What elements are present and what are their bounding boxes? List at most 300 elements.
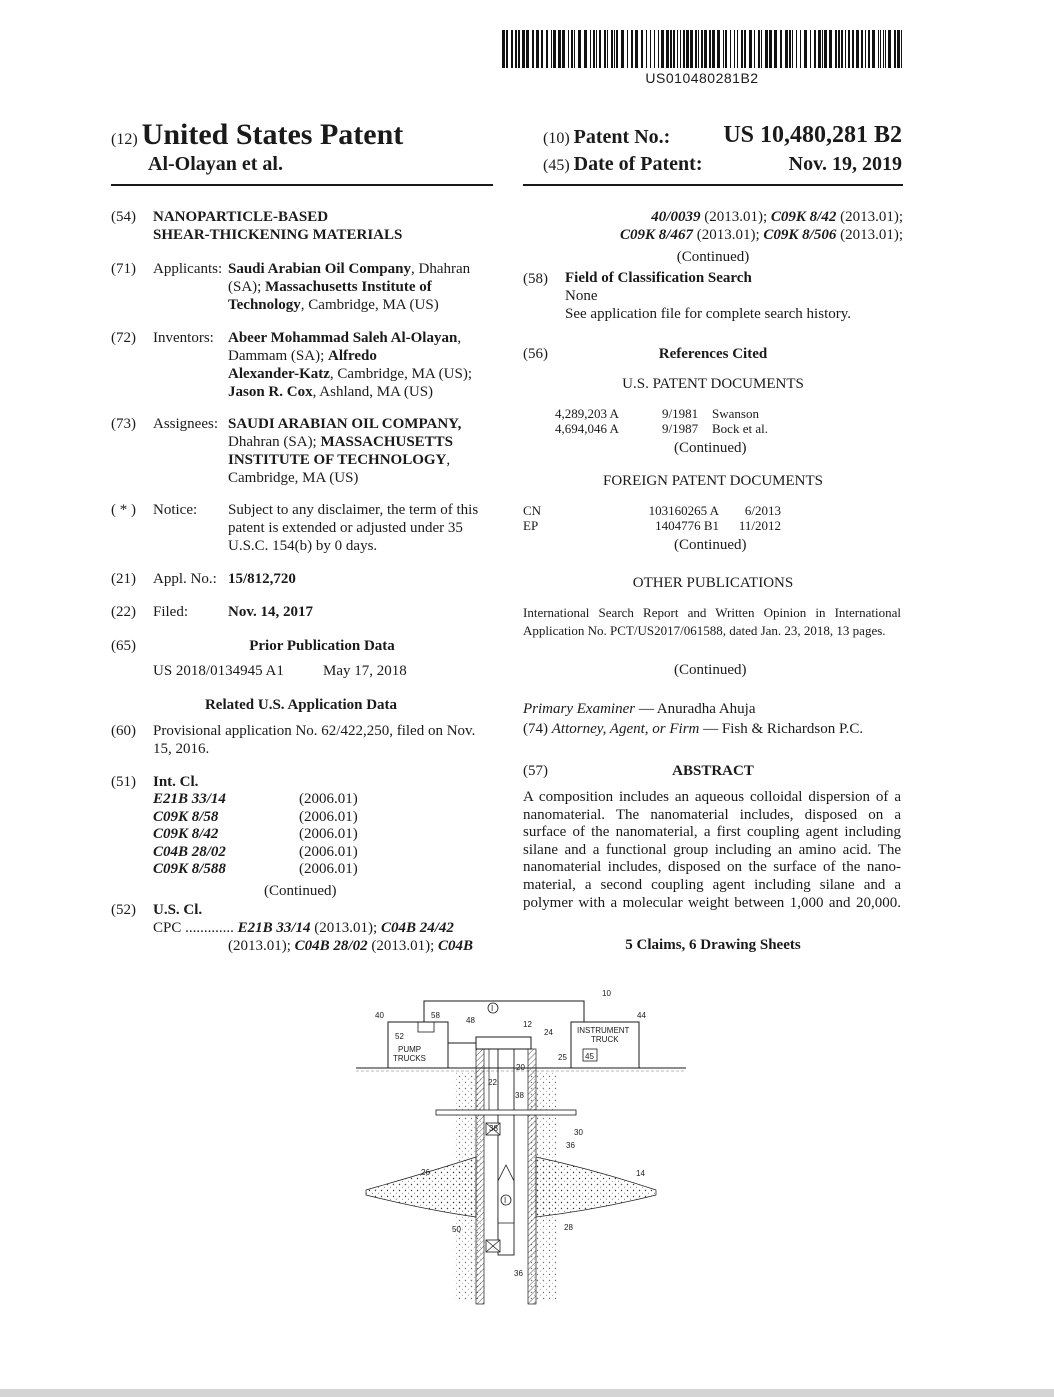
patent-date: Nov. 19, 2019 [788,153,902,175]
patent-date-code: (45) [543,157,570,174]
barcode-bar [596,30,597,68]
pump-label-2: TRUCKS [393,1054,426,1063]
barcode-block [500,30,904,86]
foreign-doc-number: 1404776 B1 [655,518,719,533]
connector-line [424,1001,584,1022]
barcode-bar [796,30,797,68]
assignees-line-3: INSTITUTE OF TECHNOLOGY, [228,452,451,468]
int-cl-row [153,861,358,879]
provisional-line-2: 15, 2016. [153,741,210,757]
barcode-bar [695,30,697,68]
field-21-code: (21) [111,571,136,587]
barcode-bar [604,30,606,68]
field-71-code: (71) [111,261,136,277]
int-cl-version: (2006.01) [299,861,358,877]
barcode-bar [810,30,811,68]
barcode-bar [574,30,575,68]
applicant-1: Saudi Arabian Oil Company [228,261,411,277]
barcode-bar [611,30,613,68]
label-22: 22 [488,1078,497,1087]
barcode-bar [835,30,837,68]
barcode-bar [704,30,707,68]
cpc-code: C04B [438,938,474,954]
barcode-bar [621,30,624,68]
cpc-cont-line-2 [523,226,903,244]
cpc-date: (2013.01); [692,227,764,243]
barcode-bar [814,30,816,68]
barcode-bar [822,30,823,68]
other-pubs-heading: OTHER PUBLICATIONS [632,575,794,591]
barcode-bar [683,30,685,68]
us-docs-continued: (Continued) [674,440,747,456]
instrument-label-1: INSTRUMENT [577,1026,630,1035]
casing-left [476,1049,484,1304]
foreign-doc-number: 103160265 A [648,503,719,518]
barcode-number: US010480281B2 [645,70,759,86]
notice-code: ( * ) [111,502,136,518]
field-73-code: (73) [111,416,136,432]
filed-date: Nov. 14, 2017 [228,604,314,620]
label-28: 28 [564,1223,573,1232]
applicant-1-country: (SA); [228,279,266,295]
barcode-bar [593,30,595,68]
us-doc-row [555,406,768,421]
barcode-bar [785,30,788,68]
barcode-bar [754,30,755,68]
barcode-bar [536,30,539,68]
field-54-code: (54) [111,209,136,225]
label-36-right: 36 [566,1141,575,1150]
barcode-bar [677,30,678,68]
barcode-bar [818,30,821,68]
barcode-bar [518,30,520,68]
field-52-code: (52) [111,902,136,918]
cpc-date: (2013.01); [700,209,771,225]
barcode-bar [701,30,703,68]
barcode-bar [551,30,552,68]
inventor-2-loc: , Cambridge, MA (US); [329,366,472,382]
barcode-bar [511,30,513,68]
applicant-2-part1: Massachusetts Institute of [265,279,432,295]
barcode-bar [829,30,832,68]
cpc-code: C04B 28/02 [294,938,368,954]
other-pubs-continued: (Continued) [674,662,747,678]
int-cl-version: (2006.01) [299,826,358,842]
field-search-none: None [565,288,598,304]
label-38-upper: 38 [515,1091,524,1100]
barcode-bar [848,30,850,68]
label-25: 25 [558,1053,567,1062]
barcode-bar [658,30,659,68]
inventors-line-2 [228,347,377,365]
barcode-bar [670,30,672,68]
inventor-2-part2: Alexander-Katz [228,366,330,382]
cpc-cont-continued: (Continued) [676,249,750,265]
abstract-line: nanomaterial. The nanomaterial includes, disposed on a [523,806,901,823]
header-rule-left [111,184,493,186]
barcode-bar [578,30,581,68]
barcode-bar [861,30,863,68]
barcode-bar [616,30,618,68]
abstract-heading: ABSTRACT [672,763,754,779]
barcode-bar [868,30,870,68]
applicant-1-loc: , Dhahran [410,261,471,277]
us-doc-name: Swanson [712,406,759,421]
int-cl-code: C04B 28/02 [153,843,226,860]
barcode-bar [856,30,859,68]
barcode-bar [888,30,891,68]
barcode-bar [541,30,543,68]
field-56-code: (56) [523,346,548,362]
us-docs-table [555,406,768,436]
assignees-line-4: Cambridge, MA (US) [228,470,359,486]
int-cl-version: (2006.01) [299,791,358,807]
patent-date-line [543,153,902,176]
inventors-line-4 [228,383,433,401]
label-50: 50 [452,1225,461,1234]
barcode-bar [650,30,651,68]
circle-i-label-top: I [491,1004,494,1013]
field-73-label: Assignees: [153,416,218,432]
foreign-doc-country: EP [523,518,539,533]
examiner-name: Anuradha Ahuja [656,701,756,717]
cpc-label: CPC ............. [153,920,234,936]
abstract-body [523,789,901,912]
foreign-doc-date: 6/2013 [744,503,781,518]
barcode-bar [532,30,534,68]
barcode-bar [894,30,896,68]
us-doc-number: 4,289,203 A [555,406,619,421]
foreign-docs-continued: (Continued) [674,537,747,553]
barcode-bar [885,30,886,68]
page-bottom-bar [0,1389,1054,1397]
us-doc-date: 9/1981 [662,406,699,421]
int-cl-version: (2006.01) [299,808,358,825]
abstract-line: A composition includes an aqueous colloidal dispersion of a [523,789,901,805]
abstract-line: surface of the nanomaterial, a first coupling agent including [523,824,901,841]
assignee-2-part2: INSTITUTE OF TECHNOLOGY [228,452,447,468]
plate-upper [436,1110,576,1115]
label-14: 14 [636,1169,645,1178]
cpc-code: C04B 24/42 [380,920,454,936]
barcode-bar [614,30,615,68]
barcode-bar [852,30,854,68]
label-38-lower: 38 [489,1124,498,1133]
int-cl-label: Int. Cl. [153,774,199,790]
barcode-bar [515,30,517,68]
barcode-bar [741,30,743,68]
patent-number-line [543,122,902,149]
barcode-bar [631,30,633,68]
barcode-bar [792,30,793,68]
patent-number-code: (10) [543,130,570,147]
foreign-doc-row [523,503,781,518]
cpc-line-2 [228,937,473,955]
barcode-bar [627,30,628,68]
label-48: 48 [466,1016,475,1025]
us-doc-name: Bock et al. [712,421,768,436]
cpc-date: (2013.01); [836,227,903,243]
cpc-code: C09K 8/506 [763,227,837,243]
pump-unit [418,1022,434,1032]
cpc-date: (2013.01); [836,209,903,225]
field-74-code: (74) [523,721,548,737]
appl-no-label: Appl. No.: [153,571,217,587]
field-72-label: Inventors: [153,330,214,346]
other-pub-entry: International Search Report and Written Opinion in International Application No. PCT/US2017/061588, dated Jan. 23, 2018, 13 pages. [523,605,901,638]
barcode-bar [680,30,681,68]
int-cl-row [153,791,358,809]
field-60-code: (60) [111,723,136,739]
barcode-bar [502,30,505,68]
field-71-label: Applicants: [153,261,223,277]
barcode-bar [641,30,643,68]
abstract-line: nanomaterial includes, disposed on the surface of the nano- [523,859,901,876]
field-57-code: (57) [523,763,548,779]
title-line-1: NANOPARTICLE-BASED [153,209,329,225]
header-rule-right [523,184,903,186]
barcode-bar [571,30,573,68]
barcode-bar [546,30,548,68]
label-12: 12 [523,1020,532,1029]
foreign-doc-country: CN [523,503,542,518]
foreign-docs-table [523,503,781,533]
barcode-bar [526,30,529,68]
us-doc-number: 4,694,046 A [555,421,619,436]
provisional-line-1: Provisional application No. 62/422,250, filed on Nov. [153,723,476,739]
attorney-name: Fish & Richardson P.C. [721,721,864,737]
barcode-bar [734,30,735,68]
examiner-dash: — [635,701,657,717]
int-cl-continued: (Continued) [264,883,337,899]
abstract-line: material, a second coupling agent including silane and a [523,876,901,893]
int-cl-table [153,791,358,879]
barcode-bar [761,30,762,68]
barcode-bar [897,30,900,68]
circle-i-label-bottom: I [504,1196,507,1205]
tubing [498,1049,514,1255]
assignee-1-loc: Dhahran (SA); [228,434,321,450]
barcode-bar [690,30,693,68]
inventor-short: Al-Olayan et al. [148,153,283,175]
assignees-line-1: SAUDI ARABIAN OIL COMPANY, [228,416,462,432]
barcode-bar [723,30,724,68]
barcode-bar [883,30,884,68]
barcode-bar [522,30,525,68]
doc-type-line [111,118,403,152]
prior-publication-heading: Prior Publication Data [249,638,395,654]
barcode-bar [717,30,720,68]
barcode-bar [774,30,777,68]
label-52: 52 [395,1032,404,1041]
inventor-3: Jason R. Cox [228,384,313,400]
assignee-2-part1: MASSACHUSETTS [320,434,454,450]
applicant-2-part2: Technology [228,297,301,313]
notice-line-1: Subject to any disclaimer, the term of this [228,502,479,518]
instrument-label-2: TRUCK [591,1035,619,1044]
field-22-code: (22) [111,604,136,620]
barcode-bar [725,30,727,68]
cpc-cont-line-1 [523,208,903,226]
field-65-code: (65) [111,638,136,654]
barcode-bar [765,30,768,68]
label-24: 24 [544,1028,553,1037]
barcode-bar [590,30,591,68]
barcode-bar [880,30,881,68]
cpc-code: E21B 33/14 [237,920,311,936]
patent-date-label: Date of Patent: [573,153,703,175]
appl-no: 15/812,720 [228,571,296,587]
abstract-line: polymer with a molecular weight between 1,000 and 20,000. [523,894,901,911]
int-cl-code: C09K 8/58 [153,808,219,825]
foreign-doc-date: 11/2012 [738,518,781,533]
barcode-bar [800,30,801,68]
attorney-dash: — [699,721,722,737]
inventor-1-loc: Dammam (SA); [228,348,328,364]
applicants-line-1 [228,260,470,278]
barcode-bar [901,30,902,68]
inventor-3-loc: , Ashland, MA (US) [312,384,434,400]
field-58-code: (58) [523,271,548,287]
barcode-bar [730,30,731,68]
cpc-code: C09K 8/42 [770,209,837,225]
examiner-label: Primary Examiner [523,701,636,717]
barcode-bar [666,30,669,68]
int-cl-row [153,844,358,862]
barcode-bar [607,30,608,68]
int-cl-version: (2006.01) [299,843,358,860]
barcode-bar [737,30,738,68]
barcode-bar [646,30,647,68]
barcode-bar [698,30,699,68]
int-cl-code: C09K 8/588 [153,861,226,877]
field-search-heading: Field of Classification Search [565,270,752,286]
filed-label: Filed: [153,604,189,620]
assignees-line-2 [228,433,453,451]
barcode-bar [769,30,772,68]
barcode-bar [635,30,638,68]
int-cl-code: E21B 33/14 [153,791,226,807]
barcode-bar [744,30,746,68]
inventors-line-3 [228,365,472,383]
attorney-line [523,720,863,738]
barcode-bar [865,30,866,68]
applicant-2-loc: , Cambridge, MA (US) [300,297,439,313]
references-heading: References Cited [658,346,768,362]
notice-line-2: patent is extended or adjusted under 35 [228,520,463,536]
foreign-docs-heading: FOREIGN PATENT DOCUMENTS [602,473,824,489]
barcode-bar [749,30,752,68]
label-10: 10 [602,989,611,998]
patent-number: US 10,480,281 B2 [723,122,902,148]
barcode-bar [758,30,760,68]
barcode-bar [568,30,569,68]
casing-right [528,1049,536,1304]
barcode-bar [712,30,715,68]
wellhead [476,1037,531,1049]
cpc-code: C09K 8/467 [620,227,693,243]
abstract-line: silane and a functional group including an amino acid. The [523,841,901,858]
barcode-bar [553,30,556,68]
barcode-bar [661,30,664,68]
examiner-line [523,700,755,718]
applicants-line-2 [228,278,432,296]
cpc-line-1 [153,919,454,937]
barcode-bar [789,30,791,68]
prior-publication-date: May 17, 2018 [323,663,407,679]
cpc-date: (2013.01); [310,920,381,936]
inventors-line-1: Abeer Mohammad Saleh Al-Olayan, [228,330,462,346]
cpc-date: (2013.01); [367,938,439,954]
us-cl-label: U.S. Cl. [153,902,203,918]
label-20: 20 [516,1063,525,1072]
notice-line-3: U.S.C. 154(b) by 0 days. [228,538,378,554]
well-drawing [326,985,696,1305]
barcode-bar [709,30,711,68]
label-40: 40 [375,1011,384,1020]
us-doc-row [555,421,768,436]
related-data-heading: Related U.S. Application Data [204,697,398,713]
label-36-bottom: 36 [514,1269,523,1278]
notice-label: Notice: [153,502,198,518]
label-58: 58 [431,1011,440,1020]
barcode-bar [838,30,840,68]
barcode-bar [878,30,879,68]
cpc-date: (2013.01); [228,938,295,954]
barcode-bar [599,30,601,68]
title-line-2: SHEAR-THICKENING MATERIALS [153,227,403,243]
label-44: 44 [637,1011,646,1020]
applicants-line-3 [228,296,439,314]
label-30: 30 [574,1128,583,1137]
barcode-bar [841,30,843,68]
prior-publication-number: US 2018/0134945 A1 [153,663,284,679]
doc-type: United States Patent [141,118,404,151]
int-cl-row [153,809,358,827]
inventor-1: Abeer Mohammad Saleh Al-Olayan [228,330,458,346]
barcode-bar [584,30,587,68]
field-72-code: (72) [111,330,136,346]
pump-label-1: PUMP [398,1045,422,1054]
barcode-bar [804,30,807,68]
barcode-bar [824,30,827,68]
field-51-code: (51) [111,774,136,790]
barcode-bar [845,30,846,68]
patent-number-label: Patent No.: [573,126,671,148]
inventor-2-part1: Alfredo [327,348,377,364]
barcode-bar [562,30,565,68]
barcode-bar [780,30,782,68]
downhole-tool [498,1165,514,1223]
barcode-bar [558,30,561,68]
barcode-bar [506,30,508,68]
us-docs-heading: U.S. PATENT DOCUMENTS [622,376,804,392]
int-cl-row [153,826,358,844]
label-26: 26 [421,1168,430,1177]
cpc-code: 40/0039 [651,209,701,225]
barcode-bar [872,30,875,68]
attorney-label: Attorney, Agent, or Firm [551,721,700,737]
doc-type-code: (12) [111,131,138,148]
us-doc-date: 9/1987 [662,421,699,436]
barcode-bar [686,30,689,68]
field-search-note: See application file for complete search history. [565,306,852,322]
barcode-bar [654,30,655,68]
barcode-bar [673,30,675,68]
barcode [500,30,904,68]
label-45: 45 [585,1052,594,1061]
claims-sheets: 5 Claims, 6 Drawing Sheets [625,937,801,953]
